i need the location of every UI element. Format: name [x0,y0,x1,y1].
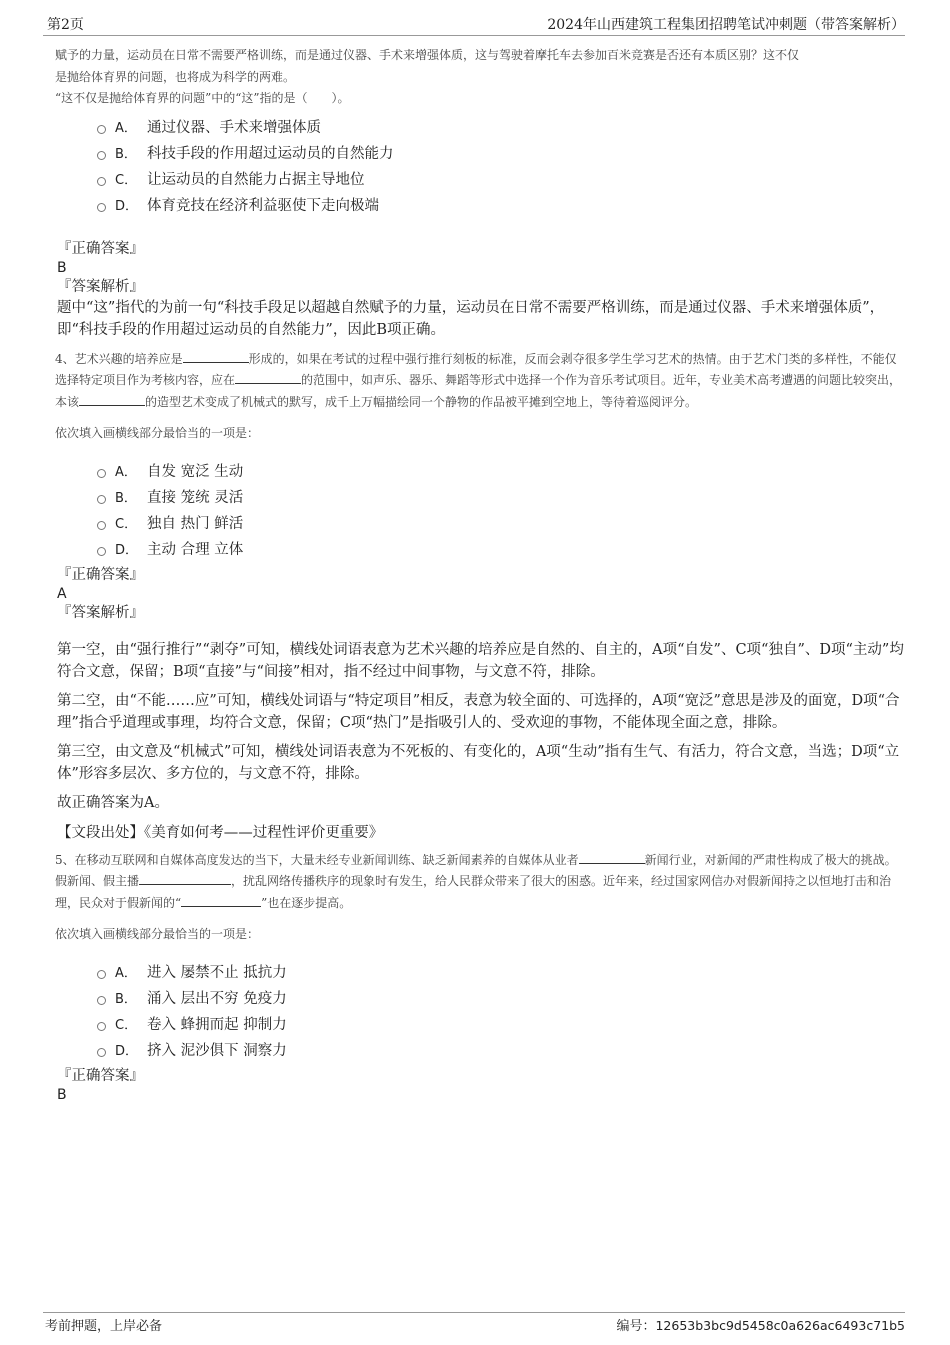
analysis-paragraph-2: 第二空，由“不能……应”可知，横线处词语与“特定项目”相反，表意为较全面的、可选择的，A项“宽泛”意思是涉及的面宽，D项“合理”指合乎道理或事理，均符合文意，保留；C项“热门”是指吸引人的、受欢迎的事物，不能体现全面之意，排除。 [57,692,900,731]
option-d[interactable]: D． 主动 合理 立体 [97,536,907,562]
question-4-prompt: 依次填入画横线部分最恰当的一项是： [55,426,260,440]
radio-icon[interactable] [97,996,106,1005]
analysis-paragraph-3: 第三空，由文意及“机械式”可知，横线处词语表意为不死板的、有变化的，A项“生动”指有生气、有活力，符合文意，当选；D项“立体”形容多层次、多方位的，与文意不符，排除。 [57,743,900,782]
radio-icon[interactable] [97,495,106,504]
fill-blank [235,372,301,384]
answer-label: 『正确答案』 [57,1067,144,1084]
option-b[interactable]: B． 科技手段的作用超过运动员的自然能力 [97,140,907,166]
analysis-text: 题中“这”指代的为前一句“科技手段足以超越自然赋予的力量，运动员在日常不需要严格训练，而是通过仪器、手术来增强体质”，即“科技手段的作用超过运动员的自然能力”，因此B项正确。 [57,299,885,338]
document-title: 2024年山西建筑工程集团招聘笔试冲刺题（带答案解析） [547,17,905,33]
option-c[interactable]: C． 卷入 蜂拥而起 抑制力 [97,1011,907,1037]
question-3-text: 赋予的力量，运动员在日常不需要严格训练，而是通过仪器、手术来增强体质，这与驾驶着摩托车去参加百米竞赛是否还有本质区别？这不仅 是抛给体育界的问题，也将成为科学的两难。 “这不仅是抛给体育界的问题”中的“这”指的是（ ）。 [55,48,800,105]
option-d[interactable]: D． 挤入 泥沙俱下 洞察力 [97,1037,907,1063]
option-d[interactable]: D． 体育竞技在经济利益驱使下走向极端 [97,192,907,218]
question-3-options [97,114,907,218]
answer-value: B [57,1086,67,1103]
radio-icon[interactable] [97,177,106,186]
page-header [43,14,905,36]
answer-label: 『正确答案』 [57,240,144,257]
question-4-options [97,458,907,562]
fill-blank [79,394,145,406]
option-a[interactable]: A． 自发 宽泛 生动 [97,458,907,484]
document-code: 编号：12653b3bc9d5458c0a626ac6493c71b5 [616,1318,905,1334]
radio-icon[interactable] [97,203,106,212]
fill-blank [139,873,231,885]
radio-icon[interactable] [97,521,106,530]
source-citation: 【文段出处】《美育如何考——过程性评价更重要》 [57,824,384,841]
analysis-paragraph-1: 第一空，由“强行推行”“剥夺”可知，横线处词语表意为艺术兴趣的培养应是自然的、自主的，A项“自发”、C项“独自”、D项“主动”均符合文意，保留；B项“直接”与“间接”相对，指不经过中间事物，与文意不符，排除。 [57,641,904,680]
option-a[interactable]: A． 进入 屡禁不止 抵抗力 [97,959,907,985]
question-4-text: 4、艺术兴趣的培养应是 形成的，如果在考试的过程中强行推行刻板的标准，反而会剥夺很多学生学习艺术的热情。由于艺术门类的多样性，不能仅选择特定项目作为考核内容，应在 的范围中，如声乐、器乐、舞蹈等形式中选择一个作为音乐考试项目。近年，专业美术高考遭遇的问题比较突出，本该 的造型艺术变成了机械式的默写，成千上万幅描绘同一个静物的作品被平摊到空地上，等待着巡阅评分。 [55,351,902,409]
radio-icon[interactable] [97,125,106,134]
page-footer [43,1312,905,1334]
analysis-conclusion: 故正确答案为A。 [57,794,169,811]
radio-icon[interactable] [97,1022,106,1031]
fill-blank [181,895,261,907]
option-c[interactable]: C． 让运动员的自然能力占据主导地位 [97,166,907,192]
page-content [55,45,907,1104]
answer-label: 『正确答案』 [57,566,144,583]
analysis-label: 『答案解析』 [57,278,144,295]
option-a[interactable]: A． 通过仪器、手术来增强体质 [97,114,907,140]
option-b[interactable]: B． 直接 笼统 灵活 [97,484,907,510]
question-5-prompt: 依次填入画横线部分最恰当的一项是： [55,927,260,941]
radio-icon[interactable] [97,469,106,478]
analysis-label: 『答案解析』 [57,604,144,621]
answer-value: B [57,259,67,276]
footer-slogan: 考前押题，上岸必备 [45,1319,163,1334]
radio-icon[interactable] [97,151,106,160]
radio-icon[interactable] [97,1048,106,1057]
question-5-options [97,959,907,1063]
question-5-text: 5、在移动互联网和自媒体高度发达的当下，大量未经专业新闻训练、缺乏新闻素养的自媒体从业者 新闻行业，对新闻的严肃性构成了极大的挑战。假新闻、假主播 ，扰乱网络传播秩序的现象时有发生，给人民群众带来了很大的困惑。近年来，经过国家网信办对假新闻持之以恒地打击和治理，民众对于假新闻的“ ”也在逐步提高。 [55,852,897,910]
page-number: 第2页 [47,17,84,33]
fill-blank [183,351,249,363]
radio-icon[interactable] [97,970,106,979]
radio-icon[interactable] [97,547,106,556]
option-c[interactable]: C． 独自 热门 鲜活 [97,510,907,536]
answer-value: A [57,585,67,602]
fill-blank [579,852,645,864]
option-b[interactable]: B． 涌入 层出不穷 免疫力 [97,985,907,1011]
